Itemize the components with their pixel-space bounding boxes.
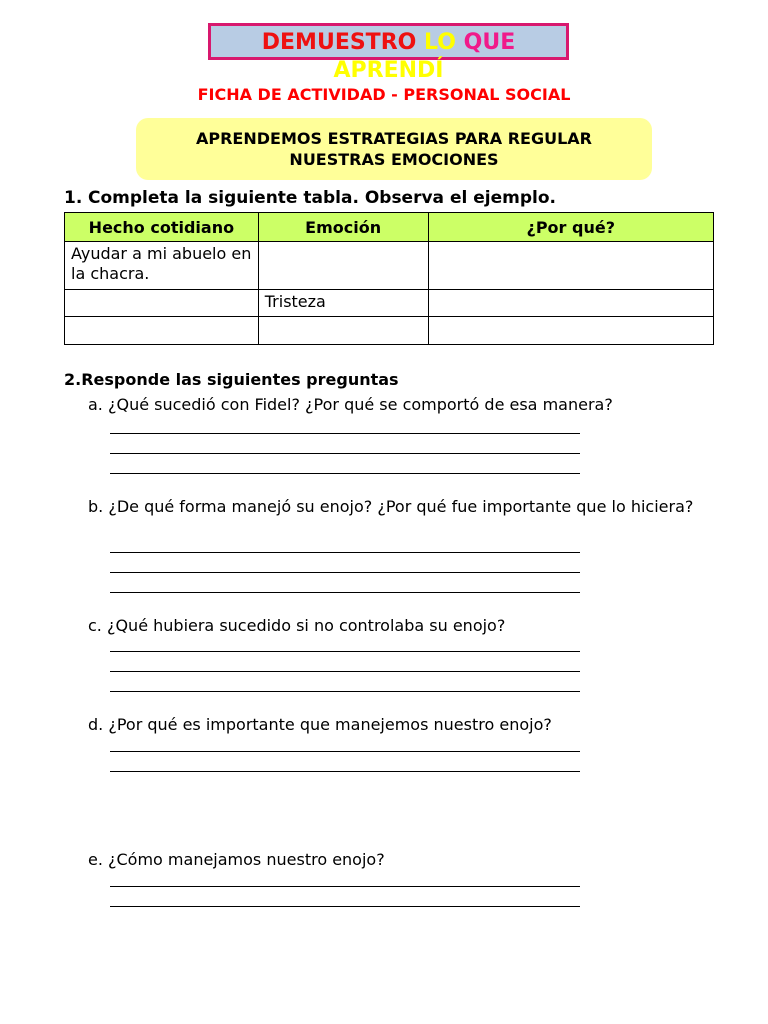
section-1-instruction (64, 188, 556, 208)
answer-line[interactable] (110, 771, 580, 772)
title-box (208, 23, 569, 83)
table-header-hecho: Hecho cotidiano (65, 213, 259, 242)
section-1-number: 1. (64, 188, 83, 208)
table-cell[interactable] (258, 242, 428, 290)
activity-table (64, 212, 714, 345)
banner-line-1: APRENDEMOS ESTRATEGIAS PARA REGULAR (196, 129, 592, 148)
title-word-aprendi: APRENDÍ (333, 58, 444, 83)
table-cell[interactable] (65, 290, 259, 317)
table-header-row (65, 213, 714, 242)
answer-line[interactable] (110, 453, 580, 454)
table-cell[interactable] (258, 317, 428, 345)
table-row (65, 242, 714, 290)
title-word-lo: LO (424, 30, 456, 55)
table-cell[interactable] (428, 317, 713, 345)
question-d: d. ¿Por qué es importante que manejemos nuestro enojo? (88, 715, 552, 734)
question-c: c. ¿Qué hubiera sucedido si no controlaba su enojo? (88, 616, 506, 635)
table-header-emocion: Emoción (258, 213, 428, 242)
banner-line-2: NUESTRAS EMOCIONES (289, 150, 499, 169)
subtitle: FICHA DE ACTIVIDAD - PERSONAL SOCIAL (197, 85, 571, 104)
answer-line[interactable] (110, 671, 580, 672)
section-2-title: 2.Responde las siguientes preguntas (64, 370, 399, 389)
answer-line[interactable] (110, 552, 580, 553)
table-cell[interactable] (428, 242, 713, 290)
table-cell[interactable]: Tristeza (258, 290, 428, 317)
title-line (211, 30, 566, 56)
answer-line[interactable] (110, 691, 580, 692)
title-word-que: QUE (463, 30, 516, 55)
table-row (65, 317, 714, 345)
answer-line[interactable] (110, 433, 580, 434)
answer-line[interactable] (110, 572, 580, 573)
answer-line[interactable] (110, 473, 580, 474)
answer-line[interactable] (110, 906, 580, 907)
answer-line[interactable] (110, 592, 580, 593)
table-cell[interactable]: Ayudar a mi abuelo en la chacra. (65, 242, 259, 290)
title-word-demuestro: DEMUESTRO (261, 30, 417, 55)
answer-line[interactable] (110, 886, 580, 887)
answer-line[interactable] (110, 651, 580, 652)
topic-banner (136, 118, 652, 180)
section-1-text: Completa la siguiente tabla. Observa el ejemplo. (88, 188, 556, 208)
table-header-por-que: ¿Por qué? (428, 213, 713, 242)
table-row (65, 290, 714, 317)
question-b: b. ¿De qué forma manejó su enojo? ¿Por qué fue importante que lo hiciera? (88, 497, 694, 516)
question-a: a. ¿Qué sucedió con Fidel? ¿Por qué se comportó de esa manera? (88, 395, 613, 414)
question-e: e. ¿Cómo manejamos nuestro enojo? (88, 850, 385, 869)
table-cell[interactable] (428, 290, 713, 317)
table-cell[interactable] (65, 317, 259, 345)
answer-line[interactable] (110, 751, 580, 752)
